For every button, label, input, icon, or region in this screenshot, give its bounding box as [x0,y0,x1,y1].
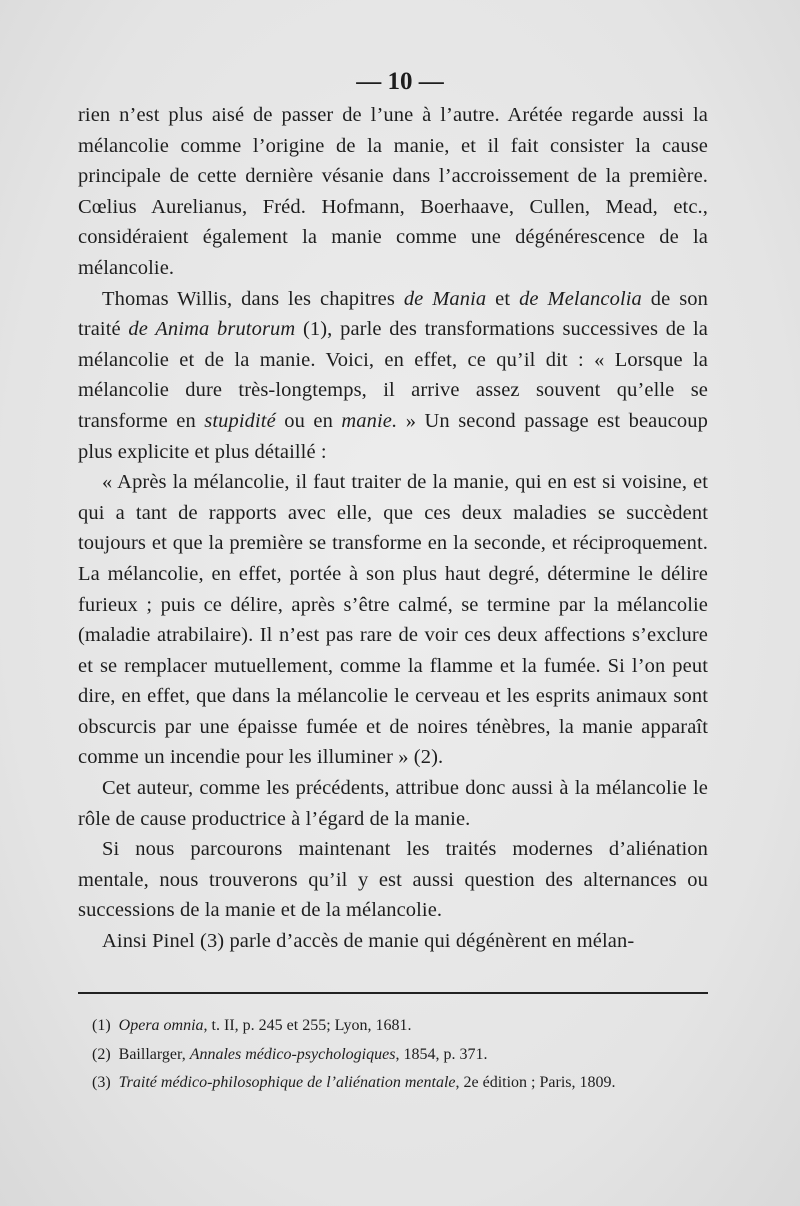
paragraph: Thomas Willis, dans les chapitres de Mania et de Melancolia de son traité de Anima brutorum (1), parle des transformations successives de la mélancolie et de la manie. Voici, en effet, ce qu’il dit : « Lorsque la mélancolie dure très-longtemps, il arrive assez souvent qu’elle se transforme en stupidité ou en manie. » Un second passage est beaucoup plus explicite et plus détaillé : [78,287,709,463]
paragraph: Ainsi Pinel (3) parle d’accès de manie qui dégénèrent en mélan- [102,930,635,953]
footnote-text: Traité médico-philosophique de l’aliénation mentale, 2e édition ; Paris, 1809. [118,1074,616,1091]
footnote [78,1069,718,1098]
footnote [78,1012,718,1041]
footnotes [78,1012,718,1098]
footnote-text: Baillarger, Annales médico-psychologiques, 1854, p. 371. [118,1045,488,1063]
footnote-number: (1) [92,1017,111,1034]
footnote-number: (2) [92,1045,111,1063]
body-text [78,100,708,957]
paragraph: rien n’est plus aisé de passer de l’une à l’autre. Arétée regarde aussi la mélancolie comme l’origine de la manie, et il fait consister la cause principale de cette dernière vésanie dans l’accroissement de la première. Cœlius Aurelianus, Fréd. Hofmann, Boerhaave, Cullen, Mead, etc., considéraient également la manie comme une dégénérescence de la mélancolie. [78,104,708,279]
paragraph: Si nous parcourons maintenant les traités modernes d’aliénation mentale, nous trouverons qu’il y est aussi question des alternances ou successions de la manie et de la mélancolie. [78,838,708,922]
footnote [78,1041,718,1070]
quotation-paragraph: « Après la mélancolie, il faut traiter de la manie, qui en est si voisine, et qui a tant de rapports avec elle, que ces deux maladies se succèdent toujours et que la première se transforme en la seconde, et réciproquement. La mélancolie, en effet, portée à son plus haut degré, détermine le délire furieux ; puis ce délire, après s’être calmé, se termine par la mélancolie (maladie atrabilaire). Il n’est pas rare de voir ces deux affections s’exclure et se remplacer mutuellement, comme la flamme et la fumée. Si l’on peut dire, en effet, que dans la mélancolie le cerveau et les esprits animaux sont obscurcis par une épaisse fumée et de noires ténèbres, la manie apparaît comme un incendie pour les illuminer » (2). [78,471,708,769]
footnote-number: (3) [92,1074,111,1091]
page-number: — 10 — [356,68,444,95]
paragraph: Cet auteur, comme les précédents, attribue donc aussi à la mélancolie le rôle de cause productrice à l’égard de la manie. [78,777,708,830]
footnote-rule [78,992,708,994]
footnote-text: Opera omnia, t. II, p. 245 et 255; Lyon, 1681. [118,1017,412,1034]
